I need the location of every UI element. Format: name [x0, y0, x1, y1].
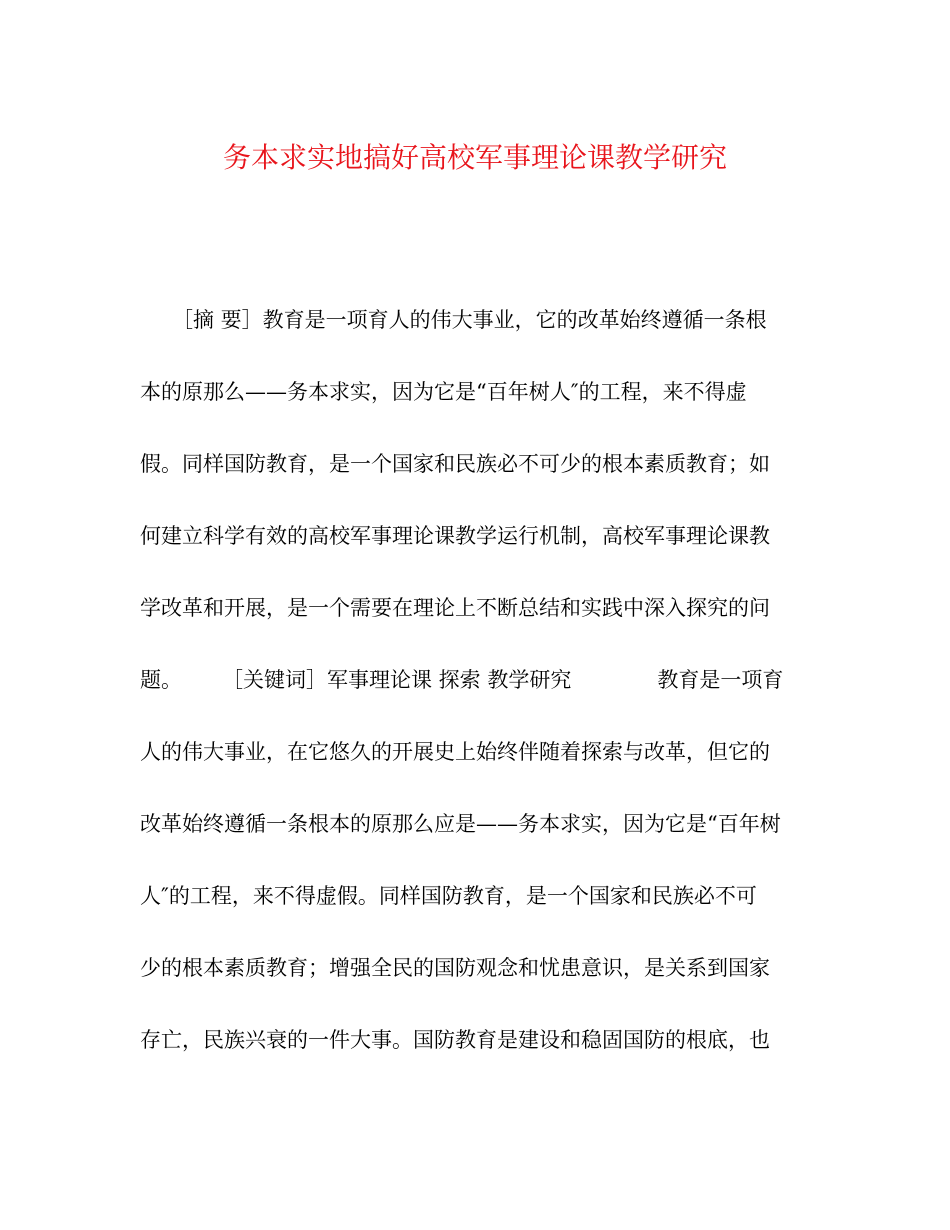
text-line: 少的根本素质教育；增强全民的国防观念和忧患意识，是关系到国家	[140, 956, 770, 980]
keywords-label: ［关键词］	[222, 668, 327, 692]
keywords-line	[140, 662, 810, 698]
text-line: 本的原那么——务本求实，因为它是“百年树人″的工程，来不得虚	[140, 380, 747, 404]
document-title: 务本求实地搞好高校军事理论课教学研究	[222, 141, 727, 174]
text-line: 人的伟大事业，在它悠久的开展史上始终伴随着探索与改革，但它的	[140, 740, 770, 764]
text-fragment: 题。	[140, 668, 182, 692]
paragraph-start: 教育是一项育	[657, 668, 784, 692]
keywords-text: 军事理论课 探索 教学研究	[327, 668, 572, 692]
text-line: 假。同样国防教育，是一个国家和民族必不可少的根本素质教育；如	[140, 452, 770, 476]
text-line: 改革始终遵循一条根本的原那么应是——务本求实，因为它是“百年树	[140, 812, 781, 836]
text-line: 何建立科学有效的高校军事理论课教学运行机制，高校军事理论课教	[140, 524, 770, 548]
text-line: ［摘 要］教育是一项育人的伟大事业，它的改革始终遵循一条根	[172, 308, 767, 332]
text-line: 人″的工程，来不得虚假。同样国防教育，是一个国家和民族必不可	[140, 884, 757, 908]
text-line: 存亡，民族兴衰的一件大事。国防教育是建设和稳固国防的根底，也	[140, 1028, 770, 1052]
text-line: 学改革和开展，是一个需要在理论上不断总结和实践中深入探究的问	[140, 596, 770, 620]
